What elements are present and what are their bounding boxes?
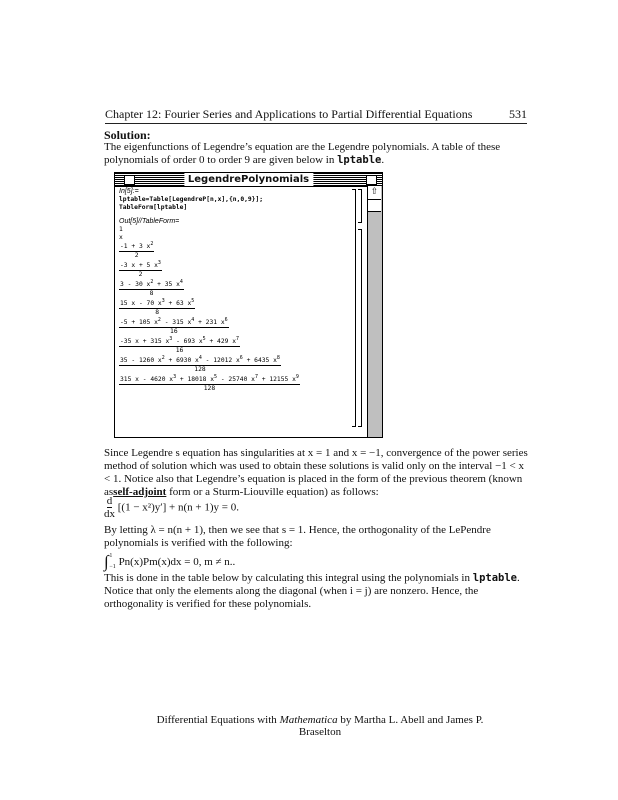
eq1-body: [(1 − x²)y′] + n(n + 1)y = 0. [117, 501, 239, 514]
footer-before: Differential Equations with [156, 714, 280, 726]
input-line-1[interactable]: lptable=Table[LegendreP[n,x],{n,0,9}]; [119, 196, 264, 203]
polynomial-fraction [119, 376, 300, 393]
polynomial-fraction [119, 319, 229, 336]
polynomial-row [119, 318, 350, 337]
paragraph-4 [104, 572, 529, 611]
eq1-d: d [106, 495, 113, 507]
polynomial-fraction [119, 262, 162, 279]
vertical-scrollbar[interactable] [367, 186, 382, 437]
footer-after: by Martha L. Abell and James P. Braselton [298, 714, 484, 738]
para4-code: lptable [472, 572, 518, 584]
polynomial-numerator: 15 x - 70 $x^3 + 63$ $x^5$ [120, 298, 195, 307]
polynomial-fraction [119, 357, 281, 374]
notebook-content [119, 188, 350, 435]
polynomial-denominator: 128 [203, 385, 216, 392]
output-cell-bracket[interactable] [358, 229, 362, 427]
para4-end: . Notice that only the elements along the diagonal (when i = j) are nonzero. Hence, the orthogonality is verified for these polynomials. [104, 572, 520, 610]
zoom-box-icon[interactable] [366, 175, 377, 185]
polynomial-denominator: 2 [134, 252, 139, 259]
paragraph-3: By letting λ = n(n + 1), then we see that s = 1. Hence, the orthogonality of the LePendre polynomials is verified with the following: [104, 524, 491, 549]
polynomial-row [119, 299, 350, 318]
eq2-body: Pn(x)Pm(x)dx = 0, m ≠ n.. [118, 556, 236, 568]
polynomial-row [119, 261, 350, 280]
in-label: In[5]:= [119, 188, 139, 195]
polynomial-numerator: -35 x + 315 $x^3 - 693$ $x^5 + 429$ $x^7$ [120, 336, 240, 345]
integral-sign: ∫ [104, 552, 109, 571]
eq2-lower: −1 [109, 564, 116, 570]
polynomial-fraction [119, 281, 184, 298]
eq2-upper: 1 [109, 553, 113, 559]
self-adjoint-link[interactable]: self-adjoint [113, 486, 167, 498]
polynomial-fraction [119, 300, 195, 317]
intro-paragraph [104, 141, 529, 167]
mathematica-window [114, 172, 383, 438]
polynomial-numerator: 315 x - 4620 $x^3 + 18018$ $x^5 - 25740$ $x^7 + 12155$ $x^9$ [120, 374, 299, 383]
close-box-icon[interactable] [124, 175, 135, 185]
footer-italic: Mathematica [279, 714, 338, 726]
polynomial-numerator: -1 + 3 $x^2$ [120, 241, 154, 250]
polynomial-fraction [119, 243, 154, 260]
polynomial-denominator: 8 [149, 290, 154, 297]
eq1-dx: dx [104, 508, 115, 520]
polynomial-row-simple: x [119, 234, 123, 241]
polynomial-denominator: 8 [155, 309, 160, 316]
window-titlebar[interactable] [115, 173, 382, 187]
polynomial-row [119, 242, 350, 261]
input-line-2[interactable]: TableForm[lptable] [119, 204, 188, 211]
polynomial-row [119, 356, 350, 375]
para4-text: This is done in the table below by calculating this integral using the polynomials in [104, 572, 470, 584]
input-cell-bracket[interactable] [358, 189, 362, 223]
chapter-title: Chapter 12: Fourier Series and Applications to Partial Differential Equations [105, 107, 473, 121]
page-number: 531 [509, 107, 527, 121]
page-footer [140, 714, 500, 738]
polynomial-denominator: 16 [170, 328, 178, 335]
polynomial-denominator: 2 [138, 271, 143, 278]
group-cell-bracket[interactable] [352, 189, 356, 427]
polynomial-denominator: 16 [175, 347, 184, 354]
polynomial-numerator: 3 - 30 $x^2 + 35$ $x^4$ [120, 279, 183, 288]
polynomial-fraction [119, 338, 240, 355]
paragraph-2 [104, 447, 529, 499]
intro-text: The eigenfunctions of Legendre’s equation are the Legendre polynomials. A table of these polynomials of order 0 to order 9 are given below in [104, 141, 501, 166]
equation-1 [104, 495, 239, 520]
window-title: LegendrePolynomials [184, 173, 313, 186]
polynomial-row-simple: 1 [119, 226, 123, 233]
header-rule [105, 123, 527, 124]
polynomial-row [119, 337, 350, 356]
para2-text: Since Legendre s equation has singularities at x = 1 and x = −1, convergence of the power series method of solution which was used to obtain these solutions is valid only on the interval −1 < x < 1. Notice also that Legendre’s equation is placed in the form of the previous theorem (known as [104, 447, 528, 498]
scroll-up-arrow-icon[interactable]: ⇧ [368, 186, 381, 200]
polynomial-numerator: -5 + 105 $x^2 - 315$ $x^4 + 231$ $x^6$ [120, 317, 228, 326]
intro-end: . [381, 154, 385, 166]
para2-end: form or a Sturm-Liouville equation) as follows: [166, 486, 379, 498]
intro-code: lptable [337, 154, 382, 166]
polynomial-numerator: -3 x + 5 $x^3$ [120, 260, 161, 269]
polynomial-row [119, 375, 350, 394]
equation-2 [104, 551, 235, 573]
polynomial-row [119, 280, 350, 299]
solution-heading: Solution: [104, 128, 151, 142]
scroll-thumb[interactable] [368, 200, 381, 212]
polynomial-table [119, 226, 350, 394]
page-header [105, 107, 527, 122]
out-label: Out[5]//TableForm= [119, 218, 180, 225]
polynomial-numerator: 35 - 1260 $x^2 + 6930$ $x^4 - 12012$ $x^6 + 6435$ $x^8$ [120, 355, 280, 364]
polynomial-denominator: 128 [194, 366, 206, 373]
